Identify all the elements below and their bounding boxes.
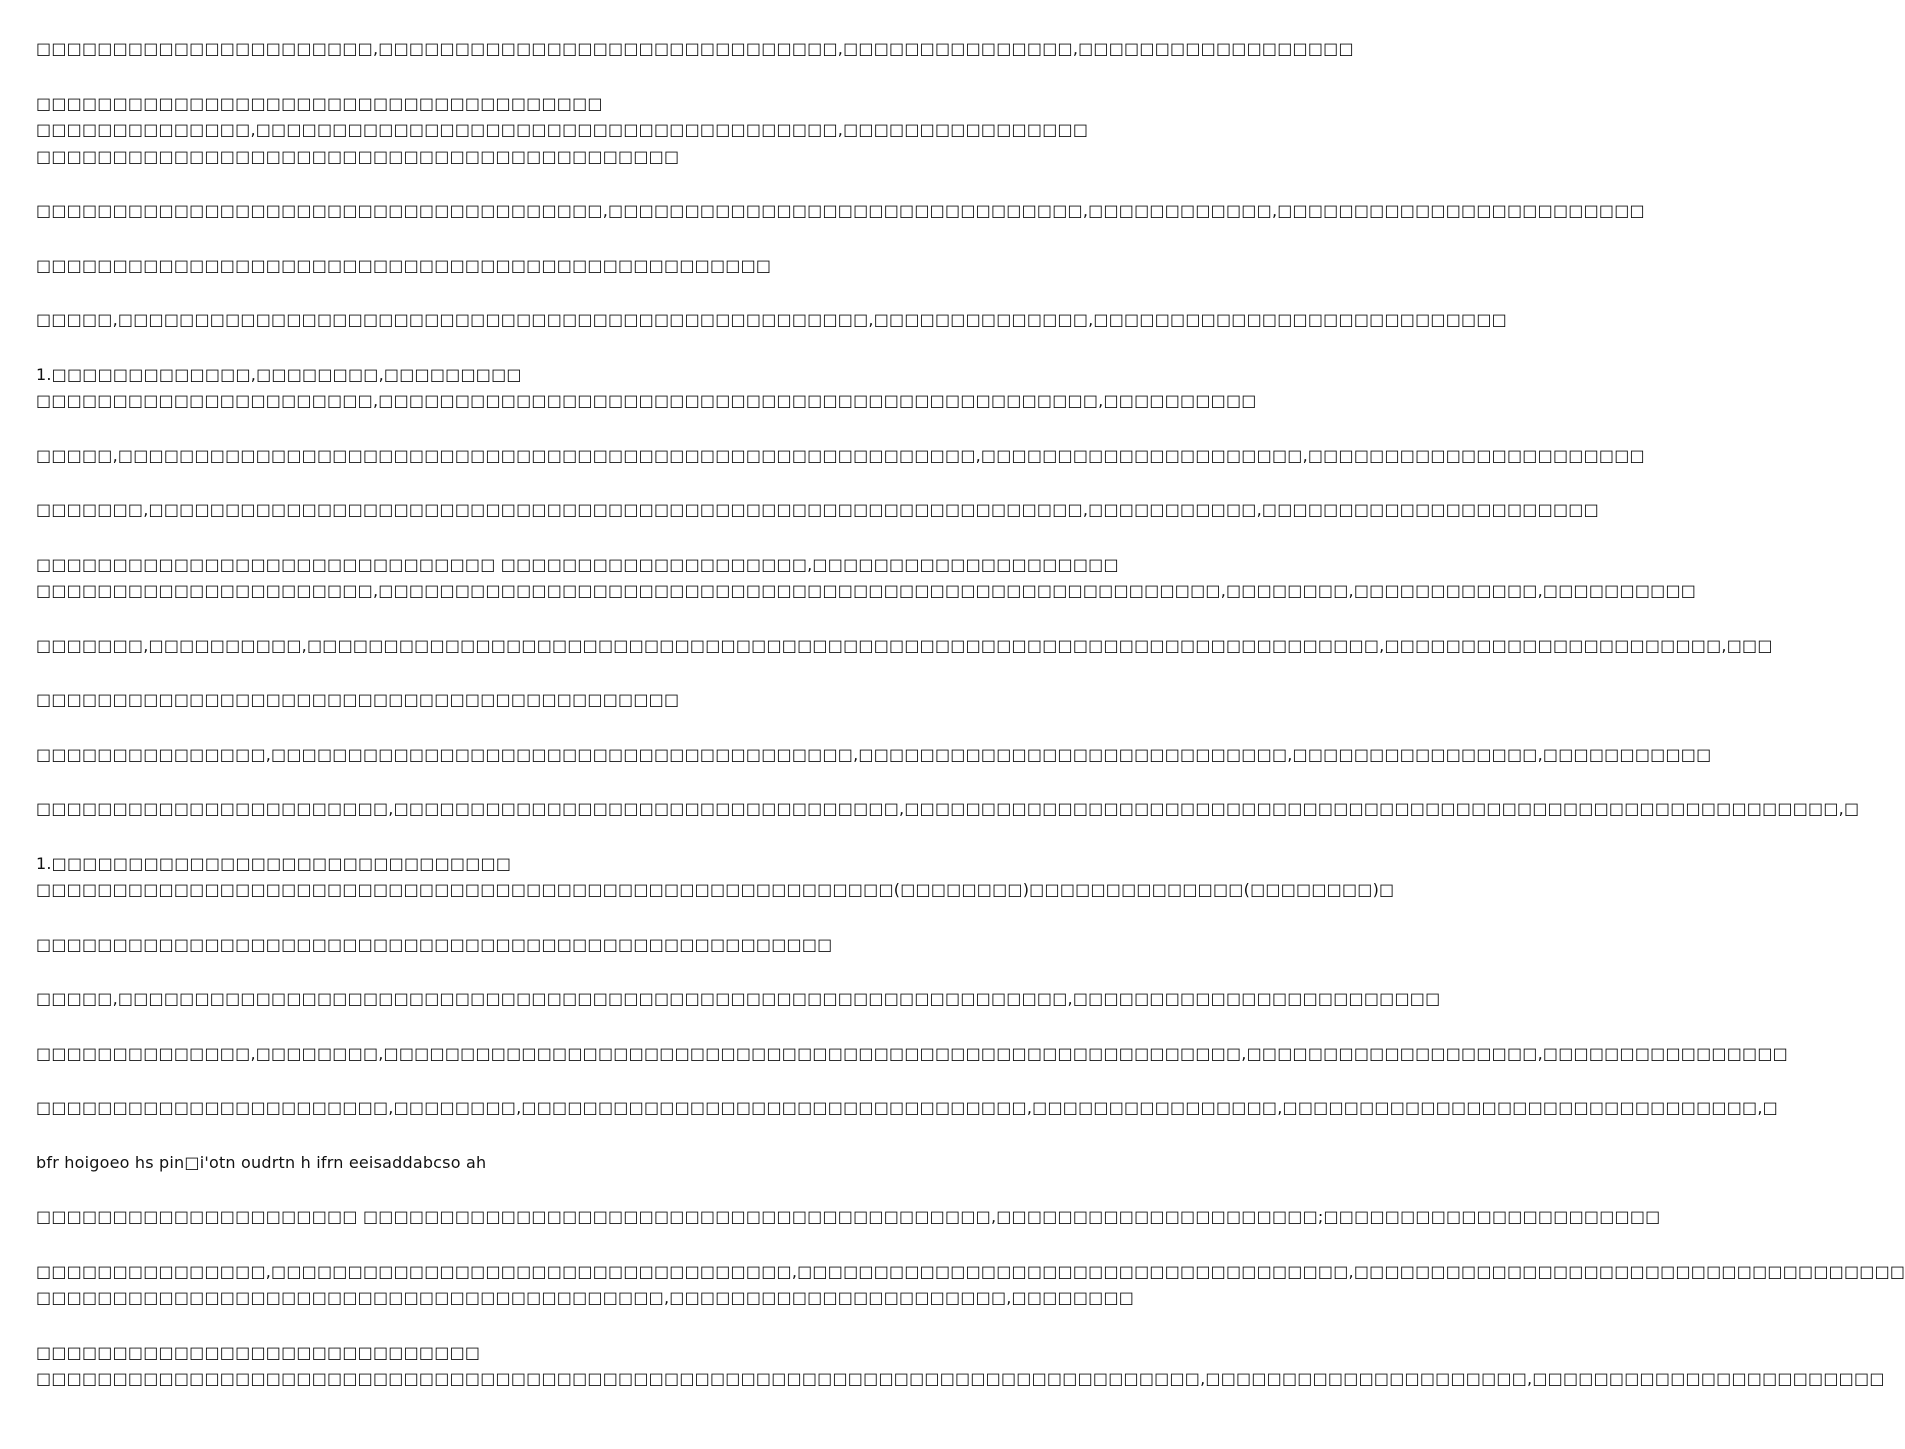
paragraph [36, 307, 1507, 334]
paragraph [36, 633, 1773, 660]
text-line: □□□□□,□□□□□□□□□□□□□□□□□□□□□□□□□□□□□□□□□□□□□□□□□□□□□□□□□□□□□□□□,□□□□□□□□□□□□□□□□□□□□□,□□□□□□□□□□□□□□□□□□□□□□ [36, 445, 1645, 465]
text-line: □□□□□,□□□□□□□□□□□□□□□□□□□□□□□□□□□□□□□□□□□□□□□□□□□□□□□□□,□□□□□□□□□□□□□□,□□□□□□□□□□□□□□□□□□□□□□□□□□□ [36, 310, 1507, 329]
text-line: bfr hoigoeo hs pin□i'otn oudrtn h ifrn eeisaddabcso ah [36, 1152, 487, 1172]
paragraph [36, 1204, 1661, 1231]
paragraph [36, 1041, 1788, 1068]
paragraph [36, 932, 990, 959]
text-line: □□□□□□□□□□□□□□□□□□□□□□□□□□□□□□□□□□□□□,□□□□□□□□□□□□□□□□□□□□□□□□□□□□□□□,□□□□□□□□□□□□,□□□□□□□□□□□□□□□□□□□□□□□□ [36, 201, 1645, 220]
paragraph [36, 851, 1395, 904]
paragraph [36, 796, 1860, 823]
text-line: □□□□□□□□□□□□□□□□□□□□□□□□□□□□□□□□□□□□□□□□□□□□□□□□□□□□□□□□□□□□□□□□□□□□□□□□□□□□,□□□□□□□□□□□□□□□□□□□□□,□□□□□□□□□□□□□□□□□□□□□□□ [36, 1369, 1885, 1388]
text-line: □□□□□□□□□□□□□□□□□□□□□□□□□□□□□ [36, 1342, 481, 1362]
text-line: □□□□□□□□□□□□□□□,□□□□□□□□□□□□□□□□□□□□□□□□□□□□□□□□□□□□□□,□□□□□□□□□□□□□□□□□□□□□□□□□□□□,□□□□□□□□□□□□□□□□,□□□□□□□□□□□ [36, 744, 1712, 764]
text-line: □□□□□□□□□□□□□□□,□□□□□□□□□□□□□□□□□□□□□□□□□□□□□□□□□□,□□□□□□□□□□□□□□□□□□□□□□□□□□□□□□□□□□□□,□□□□□□□□□□□□□□□□□□□□□□□□□□□□□□□□□□□□ [36, 1261, 1905, 1281]
text-line: □□□□□□□□□□□□□□□□□□□□□□,□□□□□□□□□□□□□□□□□□□□□□□□□□□□□□,□□□□□□□□□□□□□□□,□□□□□□□□□□□□□□□□□□ [36, 39, 1354, 58]
text-line: □□□□□□□□□□□□□□□□□□□□□□,□□□□□□□□□□□□□□□□□□□□□□□□□□□□□□□□□□□□□□□□□□□□□□□,□□□□□□□□□□ [36, 391, 1257, 410]
text-line: □□□□□□□□□□□□□□□□□□□□□□□□□□□□□□□□□□□□□□□□□□□□□□□□□□□□□□□□(□□□□□□□□)□□□□□□□□□□□□□□(□□□□□□□□)□ [36, 880, 1395, 899]
text-line: □□□□□□□□□□□□□□□□□□□□□□□,□□□□□□□□□□□□□□□□□□□□□□□□□□□□□□□□□,□□□□□□□□□□□□□□□□□□□□□□□□□□□□□□□□□□□□□□□□□□□□□□□□□□□□□□□□□□□□□,□ [36, 799, 1860, 818]
paragraph [36, 687, 990, 714]
paragraph [36, 443, 1645, 470]
paragraph [36, 91, 1089, 171]
text-line: 1.□□□□□□□□□□□□□□□□□□□□□□□□□□□□□□ [36, 853, 512, 873]
text-line: □□□□□□□□□□□□□□□□□□□□□□□□□□□□□□□□□□□□□□□□□□□□□□□□ [36, 255, 772, 275]
text-line: □□□□□□□□□□□□□□□□□□□□□□□□□□□□□□□□□□□□□□□□□,□□□□□□□□□□□□□□□□□□□□□□,□□□□□□□□ [36, 1288, 1135, 1307]
paragraph [36, 497, 1599, 524]
paragraph [36, 1259, 1905, 1312]
text-line: □□□□□□□,□□□□□□□□□□,□□□□□□□□□□□□□□□□□□□□□□□□□□□□□□□□□□□□□□□□□□□□□□□□□□□□□□□□□□□□□□□□□□□□□□,□□□□□□□□□□□□□□□□□□□□□□,□□□ [36, 635, 1773, 655]
paragraph [36, 742, 1712, 769]
text-line: □□□□□,□□□□□□□□□□□□□□□□□□□□□□□□□□□□□□□□□□□□□□□□□□□□□□□□□□□□□□□□□□□□□□,□□□□□□□□□□□□□□□□□□□□□□□□ [36, 989, 1441, 1008]
paragraph [36, 253, 990, 280]
text-line: □□□□□□□□□□□□□□,□□□□□□□□□□□□□□□□□□□□□□□□□□□□□□□□□□□□□□,□□□□□□□□□□□□□□□□ [36, 120, 1089, 139]
text-line: □□□□□□□,□□□□□□□□□□□□□□□□□□□□□□□□□□□□□□□□□□□□□□□□□□□□□□□□□□□□□□□□□□□□□,□□□□□□□□□□□,□□□□□□□□□□□□□□□□□□□□□□ [36, 500, 1599, 519]
text-line: □□□□□□□□□□□□□□□□□□□□□□□□□□□□□□□□□□□□□ [36, 93, 603, 113]
text-line: □□□□□□□□□□□□□□□□□□□□□ □□□□□□□□□□□□□□□□□□□□□□□□□□□□□□□□□□□□□□□□□,□□□□□□□□□□□□□□□□□□□□□;□□□□□□□□□□□□□□□□□□□□□□ [36, 1207, 1661, 1226]
text-line: □□□□□□□□□□□□□□,□□□□□□□□,□□□□□□□□□□□□□□□□□□□□□□□□□□□□□□□□□□□□□□□□□□□□□□□□□□□□□□□□,□□□□□□□□□□□□□□□□□□□,□□□□□□□□□□□□□□□□ [36, 1043, 1788, 1063]
paragraph [36, 1340, 1885, 1393]
paragraph [36, 1095, 1778, 1122]
paragraph [36, 552, 1697, 605]
paragraph [36, 198, 1645, 225]
paragraph [36, 36, 1354, 63]
text-line: □□□□□□□□□□□□□□□□□□□□□□□□□□□□□□□□□□□□□□□□□□□□□□□□□□□□ [36, 934, 833, 954]
paragraph [36, 986, 1441, 1013]
text-line: □□□□□□□□□□□□□□□□□□□□□□□□□□□□□□□□□□□□□□□□□□ [36, 146, 680, 166]
text-line: □□□□□□□□□□□□□□□□□□□□□□□,□□□□□□□□,□□□□□□□□□□□□□□□□□□□□□□□□□□□□□□□□□,□□□□□□□□□□□□□□□□,□□□□□□□□□□□□□□□□□□□□□□□□□□□□□□□,□ [36, 1098, 1778, 1117]
text-line: □□□□□□□□□□□□□□□□□□□□□□□□□□□□□□□□□□□□□□□□□□ [36, 690, 680, 709]
text-line: 1.□□□□□□□□□□□□□,□□□□□□□□,□□□□□□□□□ [36, 364, 522, 384]
document-page [36, 36, 1905, 1421]
paragraph [36, 362, 1257, 415]
text-line: □□□□□□□□□□□□□□□□□□□□□□,□□□□□□□□□□□□□□□□□□□□□□□□□□□□□□□□□□□□□□□□□□□□□□□□□□□□□□□,□□□□□□□□,□□□□□□□□□□□□,□□□□□□□□□□ [36, 581, 1697, 600]
text-line: □□□□□□□□□□□□□□□□□□□□□□□□□□□□□□ □□□□□□□□□□□□□□□□□□□□,□□□□□□□□□□□□□□□□□□□□ [36, 554, 1119, 574]
paragraph [36, 1150, 990, 1177]
